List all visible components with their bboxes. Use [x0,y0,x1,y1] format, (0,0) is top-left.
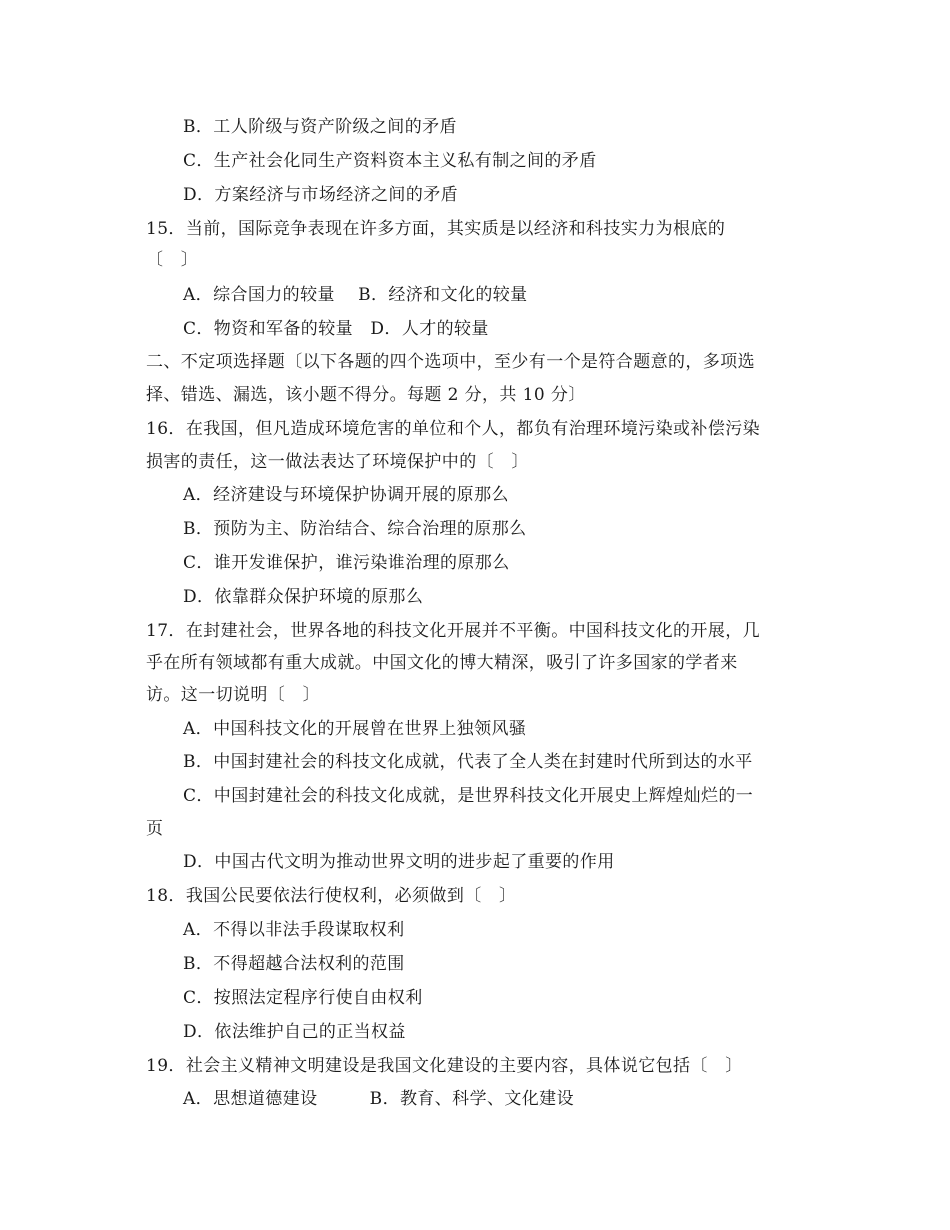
option-16a: A．经济建设与环境保护协调开展的原那么 [183,485,509,505]
option-17a: A．中国科技文化的开展曾在世界上独领风骚 [183,719,527,739]
option-14d: D．方案经济与市场经济之间的矛盾 [183,185,459,205]
option-14c: C．生产社会化同生产资料资本主义私有制之间的矛盾 [183,151,597,171]
option-18a: A．不得以非法手段谋取权利 [183,920,405,940]
options-15ab: A．综合国力的较量 B．经济和文化的较量 [183,285,528,305]
option-17d: D．中国古代文明为推动世界文明的进步起了重要的作用 [183,852,615,872]
question-18: 18．我国公民要依法行使权利，必须做到〔 〕 [146,886,517,906]
option-18d: D．依法维护自己的正当权益 [183,1022,406,1042]
option-17c-cont: 页 [146,819,164,839]
section-2-heading: 二、不定项选择题〔以下各题的四个选项中，至少有一个是符合题意的，多项选 [146,352,755,372]
option-17c: C．中国封建社会的科技文化成就，是世界科技文化开展史上辉煌灿烂的一 [183,786,754,806]
question-17: 17．在封建社会，世界各地的科技文化开展并不平衡。中国科技文化的开展，几 [146,621,761,641]
option-16b: B．预防为主、防治结合、综合治理的原那么 [183,519,527,539]
option-16c: C．谁开发谁保护，谁污染谁治理的原那么 [183,553,510,573]
question-15: 15．当前，国际竞争表现在许多方面，其实质是以经济和科技实力为根底的 [146,219,726,239]
question-16-cont: 损害的责任，这一做法表达了环境保护中的〔 〕 [146,452,529,472]
option-18c: C．按照法定程序行使自由权利 [183,988,423,1008]
question-16: 16．在我国，但凡造成环境危害的单位和个人，都负有治理环境污染或补偿污染 [146,419,761,439]
options-19ab: A．思想道德建设 B．教育、科学、文化建设 [183,1089,574,1109]
options-15cd: C．物资和军备的较量 D．人才的较量 [183,319,489,339]
question-15-bracket: 〔 〕 [146,250,199,270]
section-2-heading-cont: 择、错选、漏选，该小题不得分。每题 2 分，共 10 分〕 [146,385,586,405]
option-17b: B．中国封建社会的科技文化成就，代表了全人类在封建时代所到达的水平 [183,752,753,772]
option-14b: B．工人阶级与资产阶级之间的矛盾 [183,117,457,137]
option-18b: B．不得超越合法权利的范围 [183,954,405,974]
option-16d: D．依靠群众保护环境的原那么 [183,587,424,607]
question-17-cont-1: 乎在所有领域都有重大成就。中国文化的博大精深，吸引了许多国家的学者来 [146,653,738,673]
question-17-cont-2: 访。这一切说明〔 〕 [146,685,320,705]
question-19: 19．社会主义精神文明建设是我国文化建设的主要内容，具体说它包括〔 〕 [146,1056,743,1076]
